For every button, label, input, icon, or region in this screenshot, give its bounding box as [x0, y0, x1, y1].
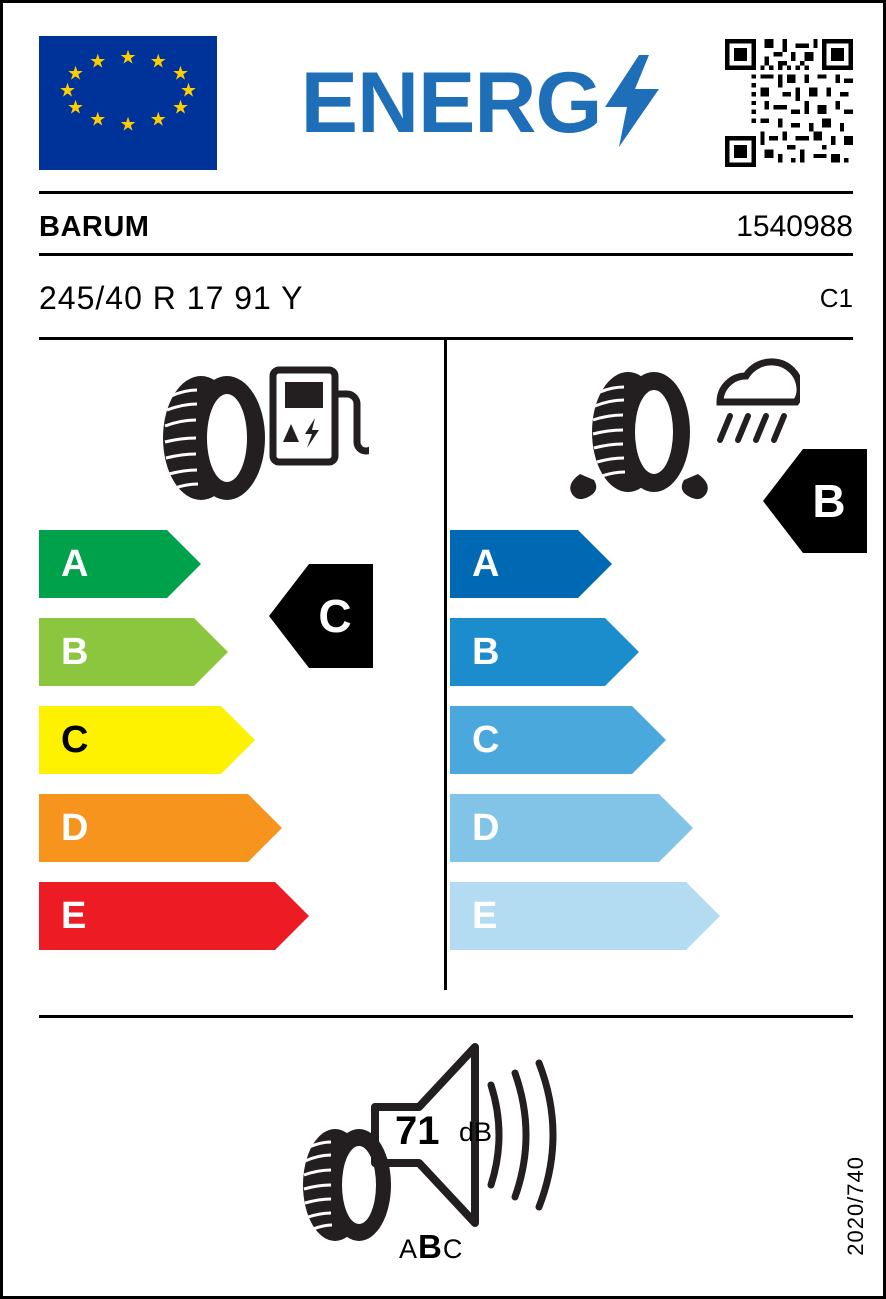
- grade-letter: B: [472, 630, 500, 673]
- tyre-class: C1: [819, 282, 853, 313]
- grade-row: [39, 706, 439, 794]
- wet-grip-grade-scale: [450, 530, 853, 970]
- fuel-pump-icon: [273, 370, 369, 462]
- tyre-size: 245/40 R 17 91 Y: [39, 279, 304, 316]
- divider-brand: [39, 253, 853, 256]
- wet-grip-panel: [450, 340, 853, 990]
- grade-row: [39, 794, 439, 882]
- rain-cloud-icon: [720, 362, 800, 440]
- divider-top: [39, 191, 853, 194]
- grade-row: [450, 706, 853, 794]
- noise-class-b-selected: B: [418, 1228, 443, 1265]
- fuel-efficiency-result: [269, 564, 373, 668]
- noise-class-c: C: [442, 1234, 464, 1264]
- energy-wordmark: [217, 55, 725, 152]
- grade-row: [39, 530, 439, 618]
- fuel-efficiency-pictogram: [139, 350, 369, 520]
- divider-vertical: [444, 340, 447, 990]
- grade-letter: C: [61, 718, 89, 761]
- noise-unit: dB: [459, 1117, 493, 1147]
- grade-row: [450, 794, 853, 882]
- sound-waves-icon: [491, 1063, 553, 1207]
- fuel-result-letter: C: [318, 590, 352, 642]
- grade-letter: D: [61, 806, 89, 849]
- grade-letter: B: [61, 630, 89, 673]
- lightning-bolt-icon: [605, 55, 659, 152]
- grade-letter: A: [472, 542, 500, 585]
- noise-value: 71: [395, 1109, 440, 1153]
- tyre-icon: [163, 376, 265, 500]
- energy-label-text: ENERG: [300, 55, 602, 151]
- wet-grip-result: [763, 449, 867, 553]
- grade-letter: E: [61, 894, 87, 937]
- tyre-splash-icon: [570, 372, 708, 499]
- grade-letter: E: [472, 894, 498, 937]
- regulation-reference: 2020/740: [843, 1156, 868, 1256]
- grade-row: [450, 618, 853, 706]
- grade-row: [450, 882, 853, 970]
- noise-panel: [39, 1013, 853, 1263]
- grade-letter: C: [472, 718, 500, 761]
- label-header: [39, 33, 853, 173]
- grade-row: [39, 882, 439, 970]
- brand-row: [39, 201, 853, 253]
- tyre-size-row: [39, 273, 853, 323]
- noise-pictogram: [279, 1033, 619, 1263]
- noise-class-a: A: [399, 1234, 419, 1264]
- grade-row: [39, 618, 439, 706]
- fuel-grade-scale: [39, 530, 439, 970]
- grade-letter: A: [61, 542, 89, 585]
- eu-flag-icon: ★ ★ ★ ★ ★ ★ ★ ★ ★ ★ ★ ★: [39, 36, 217, 170]
- fuel-efficiency-panel: [39, 340, 439, 990]
- wet-result-letter: B: [812, 475, 846, 527]
- noise-class-scale: [399, 1228, 463, 1266]
- qr-code-icon: [725, 39, 853, 167]
- sku-number: 1540988: [736, 210, 853, 243]
- brand-name: BARUM: [39, 210, 150, 243]
- grade-letter: D: [472, 806, 500, 849]
